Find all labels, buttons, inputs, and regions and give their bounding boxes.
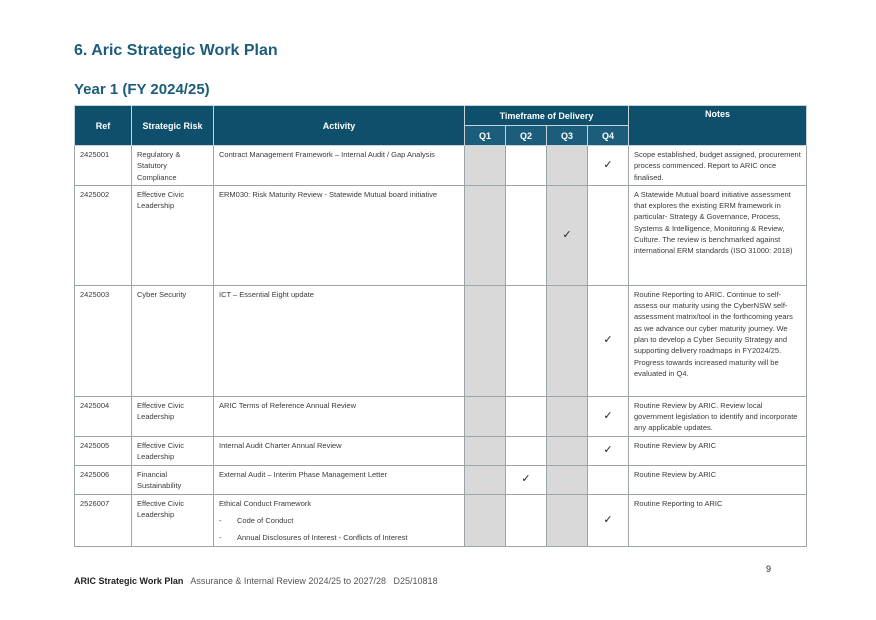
work-plan-table — [74, 105, 807, 547]
activity-cell — [214, 185, 465, 285]
quarter-cell-q3 — [547, 146, 588, 186]
check-icon: ✓ — [521, 473, 531, 486]
risk-cell: Effective Civic Leadership — [132, 494, 214, 546]
risk-cell: Cyber Security — [132, 285, 214, 396]
notes-cell: Routine Reporting to ARIC — [629, 494, 807, 546]
notes-cell: Routine Review by ARIC — [629, 436, 807, 465]
quarter-cell-q4 — [588, 494, 629, 546]
activity-cell — [214, 146, 465, 186]
quarter-cell-q2 — [506, 465, 547, 494]
activity-text: ICT – Essential Eight update — [219, 289, 314, 299]
quarter-cell-q2 — [506, 285, 547, 396]
activity-text: ARIC Terms of Reference Annual Review — [219, 400, 357, 410]
activity-sub-item — [219, 532, 459, 543]
quarter-cell-q4 — [588, 185, 629, 285]
header-activity: Activity — [214, 106, 465, 146]
header-notes: Notes — [629, 106, 807, 146]
activity-text: Internal Audit Charter Annual Review — [219, 440, 342, 450]
notes-cell: Scope established, budget assigned, procurement process commenced. Report to ARIC once finalised. — [629, 146, 807, 186]
quarter-cell-q3 — [547, 465, 588, 494]
quarter-cell-q1 — [465, 494, 506, 546]
quarter-cell-q1 — [465, 465, 506, 494]
activity-cell — [214, 494, 465, 546]
activity-text: External Audit – Interim Phase Management Letter — [219, 469, 388, 479]
footer-title: ARIC Strategic Work Plan — [74, 576, 184, 586]
table-row — [75, 436, 807, 465]
ref-cell: 2425006 — [75, 465, 132, 494]
quarter-cell-q1 — [465, 185, 506, 285]
ref-cell: 2425002 — [75, 185, 132, 285]
check-icon: ✓ — [603, 409, 613, 422]
risk-cell: Financial Sustainability — [132, 465, 214, 494]
ref-cell: 2425001 — [75, 146, 132, 186]
activity-sub-item — [219, 515, 459, 526]
table-row — [75, 285, 807, 396]
risk-cell: Effective Civic Leadership — [132, 396, 214, 436]
check-icon: ✓ — [603, 158, 613, 171]
activity-text: Ethical Conduct Framework — [219, 498, 312, 508]
quarter-cell-q1 — [465, 146, 506, 186]
quarter-cell-q3 — [547, 285, 588, 396]
header-q1: Q1 — [465, 126, 506, 146]
activity-cell — [214, 436, 465, 465]
activity-cell — [214, 465, 465, 494]
header-row — [75, 106, 807, 126]
footer-subtitle: Assurance & Internal Review 2024/25 to 2027/28 — [190, 576, 387, 586]
header-q2: Q2 — [506, 126, 547, 146]
sub-item-text: Annual Disclosures of Interest - Conflicts of Interest — [237, 533, 408, 543]
bullet-dash: - — [219, 516, 222, 526]
notes-cell: Routine Review by ARIC — [629, 465, 807, 494]
risk-cell: Effective Civic Leadership — [132, 185, 214, 285]
quarter-cell-q2 — [506, 396, 547, 436]
quarter-cell-q4 — [588, 465, 629, 494]
quarter-cell-q4 — [588, 285, 629, 396]
ref-cell: 2425003 — [75, 285, 132, 396]
ref-cell: 2425005 — [75, 436, 132, 465]
activity-text: ERM030: Risk Maturity Review - Statewide Mutual board initiative — [219, 189, 438, 199]
activity-text: Contract Management Framework – Internal Audit / Gap Analysis — [219, 150, 435, 159]
activity-cell — [214, 285, 465, 396]
table-row — [75, 396, 807, 436]
quarter-cell-q2 — [506, 146, 547, 186]
table-row — [75, 185, 807, 285]
table-row — [75, 494, 807, 546]
ref-cell: 2526007 — [75, 494, 132, 546]
year-heading: Year 1 (FY 2024/25) — [74, 81, 210, 98]
activity-cell — [214, 396, 465, 436]
ref-cell: 2425004 — [75, 396, 132, 436]
quarter-cell-q4 — [588, 436, 629, 465]
quarter-cell-q2 — [506, 436, 547, 465]
quarter-cell-q2 — [506, 494, 547, 546]
check-icon: ✓ — [562, 228, 572, 241]
header-timeframe: Timeframe of Delivery — [465, 106, 629, 126]
quarter-cell-q1 — [465, 285, 506, 396]
header-q4: Q4 — [588, 126, 629, 146]
check-icon: ✓ — [603, 513, 613, 526]
footer-doc-ref: D25/10818 — [393, 576, 438, 586]
header-q3: Q3 — [547, 126, 588, 146]
quarter-cell-q4 — [588, 396, 629, 436]
check-icon: ✓ — [603, 334, 613, 347]
bullet-dash: - — [219, 533, 222, 543]
risk-cell: Effective Civic Leadership — [132, 436, 214, 465]
quarter-cell-q3 — [547, 436, 588, 465]
table-body — [75, 146, 807, 547]
sub-item-text: Code of Conduct — [237, 516, 294, 526]
table-row — [75, 146, 807, 186]
page-heading: 6. Aric Strategic Work Plan — [74, 42, 278, 59]
quarter-cell-q3 — [547, 185, 588, 285]
notes-cell: Routine Reporting to ARIC. Continue to self-assess our maturity using the CyberNSW self-assessment matrix/tool in the forthcoming years as we advance our cyber maturity journey. We plan to develop a Cyber Security Strategy and supporting delivery roadmaps in FY2024/25. Progress towards increased maturity will be evaluated in Q4. — [629, 285, 807, 396]
header-ref: Ref — [75, 106, 132, 146]
notes-cell: A Statewide Mutual board initiative assessment that explores the existing ERM framework in particular- Strategy & Governance, Process, Systems & Intelligence, Monitoring & Review, Culture. The review is benchmarked against international ERM standards (ISO 31000: 2018) — [629, 185, 807, 285]
table-row — [75, 465, 807, 494]
header-risk: Strategic Risk — [132, 106, 214, 146]
footer — [74, 576, 438, 586]
quarter-cell-q4 — [588, 146, 629, 186]
page-number: 9 — [766, 564, 772, 574]
check-icon: ✓ — [603, 444, 613, 457]
quarter-cell-q3 — [547, 396, 588, 436]
quarter-cell-q1 — [465, 436, 506, 465]
risk-cell: Regulatory & Statutory Compliance — [132, 146, 214, 186]
notes-cell: Routine Review by ARIC. Review local government legislation to identify and incorporate any applicable updates. — [629, 396, 807, 436]
quarter-cell-q2 — [506, 185, 547, 285]
quarter-cell-q1 — [465, 396, 506, 436]
quarter-cell-q3 — [547, 494, 588, 546]
